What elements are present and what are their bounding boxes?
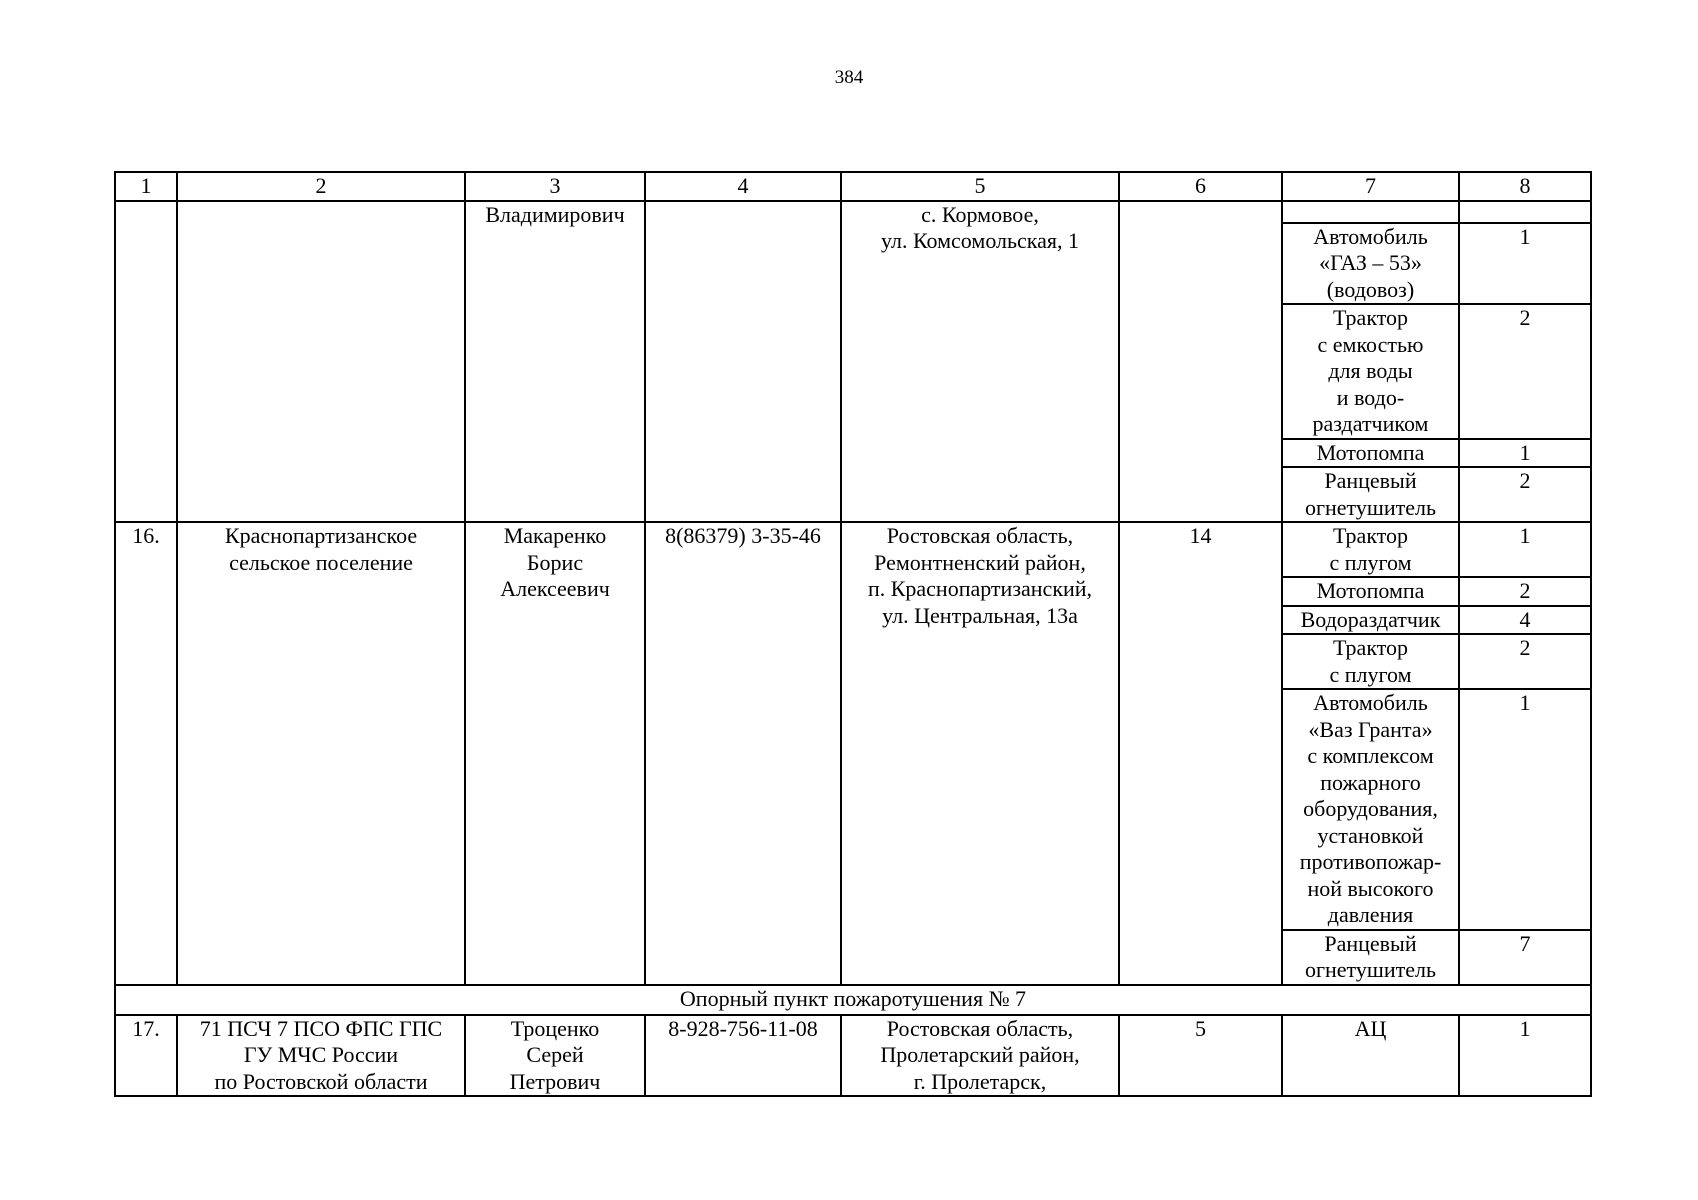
fire-equipment-table — [114, 171, 1592, 1097]
count-cell: 14 — [1119, 522, 1282, 985]
header-cell: 5 — [841, 172, 1119, 201]
header-cell: 1 — [115, 172, 177, 201]
number-cell: 17. — [115, 1015, 177, 1097]
header-cell: 7 — [1282, 172, 1459, 201]
address-cell: с. Кормовое, ул. Комсомольская, 1 — [841, 201, 1119, 523]
equipment-name-cell: Автомобиль «ГАЗ – 53» (водовоз) — [1282, 223, 1459, 305]
equipment-name-cell — [1282, 201, 1459, 223]
page-number: 384 — [834, 67, 864, 88]
count-cell: 5 — [1119, 1015, 1282, 1097]
header-cell: 3 — [465, 172, 645, 201]
section-title: Опорный пункт пожаротушения № 7 — [115, 985, 1591, 1015]
settlement-cell — [177, 201, 465, 523]
equipment-name-cell: Мотопомпа — [1282, 577, 1459, 606]
phone-cell: 8(86379) 3-35-46 — [645, 522, 841, 985]
equipment-qty-cell: 1 — [1459, 223, 1591, 305]
header-cell: 4 — [645, 172, 841, 201]
table-row — [115, 1015, 1591, 1097]
section-row — [115, 985, 1591, 1015]
equipment-qty-cell — [1459, 201, 1591, 223]
equipment-name-cell: Водораздатчик — [1282, 606, 1459, 635]
table-row — [115, 201, 1591, 223]
count-cell — [1119, 201, 1282, 523]
equipment-qty-cell: 1 — [1459, 1015, 1591, 1097]
phone-cell — [645, 201, 841, 523]
settlement-cell: Краснопартизанское сельское поселение — [177, 522, 465, 985]
equipment-name-cell: Трактор с плугом — [1282, 634, 1459, 689]
equipment-qty-cell: 2 — [1459, 634, 1591, 689]
equipment-name-cell: Ранцевый огнетушитель — [1282, 930, 1459, 985]
header-cell: 8 — [1459, 172, 1591, 201]
equipment-qty-cell: 1 — [1459, 522, 1591, 577]
equipment-qty-cell: 1 — [1459, 689, 1591, 930]
head-name-cell: Макаренко Борис Алексеевич — [465, 522, 645, 985]
header-cell: 6 — [1119, 172, 1282, 201]
equipment-qty-cell: 7 — [1459, 930, 1591, 985]
equipment-qty-cell: 4 — [1459, 606, 1591, 635]
header-cell: 2 — [177, 172, 465, 201]
equipment-qty-cell: 1 — [1459, 439, 1591, 468]
equipment-name-cell: Трактор с плугом — [1282, 522, 1459, 577]
address-cell: Ростовская область, Пролетарский район, г. Пролетарск, — [841, 1015, 1119, 1097]
equipment-qty-cell: 2 — [1459, 577, 1591, 606]
phone-cell: 8-928-756-11-08 — [645, 1015, 841, 1097]
number-cell: 16. — [115, 522, 177, 985]
table-row — [115, 522, 1591, 577]
equipment-name-cell: Мотопомпа — [1282, 439, 1459, 468]
settlement-cell: 71 ПСЧ 7 ПСО ФПС ГПС ГУ МЧС России по Ростовской области — [177, 1015, 465, 1097]
equipment-name-cell: АЦ — [1282, 1015, 1459, 1097]
address-cell: Ростовская область, Ремонтненский район, п. Краснопартизанский, ул. Центральная, 13а — [841, 522, 1119, 985]
table-header-row — [115, 172, 1591, 201]
equipment-name-cell: Трактор с емкостью для воды и водо- раздатчиком — [1282, 304, 1459, 439]
head-name-cell: Троценко Серей Петрович — [465, 1015, 645, 1097]
equipment-name-cell: Ранцевый огнетушитель — [1282, 467, 1459, 522]
number-cell — [115, 201, 177, 523]
equipment-qty-cell: 2 — [1459, 304, 1591, 439]
equipment-qty-cell: 2 — [1459, 467, 1591, 522]
equipment-name-cell: Автомобиль «Ваз Гранта» с комплексом пожарного оборудования, установкой противопожар- ной высокого давления — [1282, 689, 1459, 930]
head-name-cell: Владимирович — [465, 201, 645, 523]
